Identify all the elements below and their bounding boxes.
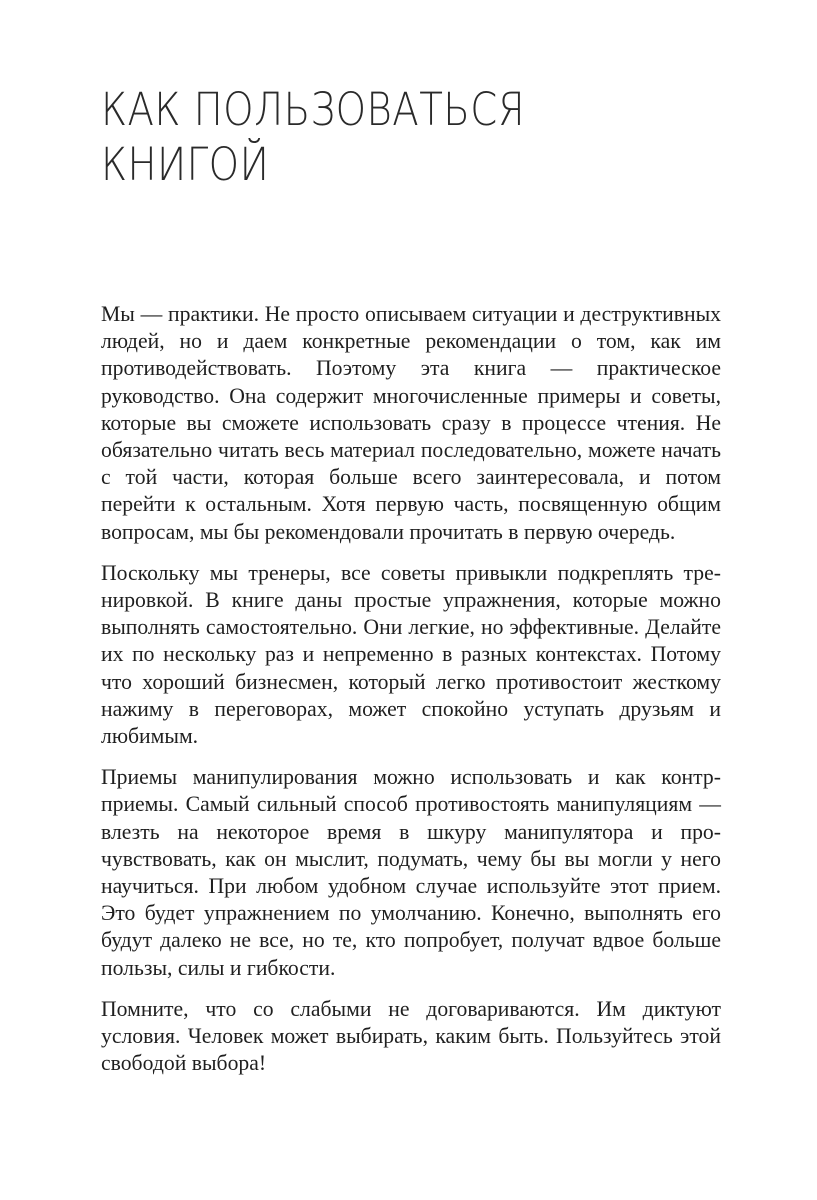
paragraph-3: Приемы манипулирования можно использовать и как контрприемы. Самый сильный способ противостоять манипуляциям — влезть на некоторое время в шкуру манипулятора и прочувствовать, как он мыслит, подумать, чему бы вы могли у него научиться. При любом удобном случае используйте этот прием. Это будет упражнением по умолчанию. Конечно, выполнять его будут далеко не все, но те, кто попробует, получат вдвое больше пользы, силы и гибкости.	[101, 765, 721, 980]
chapter-title	[101, 82, 721, 192]
chapter-title-line-1: КАК ПОЛЬЗОВАТЬСЯ	[101, 83, 526, 136]
chapter-title-line-2: КНИГОЙ	[101, 138, 270, 191]
paragraph-4: Помните, что со слабыми не договариваются. Им диктуют условия. Человек может выбирать, каким быть. Пользуйтесь этой свободой выбора!	[101, 996, 721, 1076]
paragraph-2: Поскольку мы тренеры, все советы привыкли подкреплять тренировкой. В книге даны простые упражнения, которые можно выполнять самостоятельно. Они легкие, но эффективные. Делайте их по нескольку раз и непременно в разных контекстах. Потому что хороший бизнесмен, который легко противостоит жесткому нажиму в переговорах, может спокойно уступать друзьям и любимым.	[101, 560, 721, 749]
chapter-body	[101, 301, 721, 1077]
paragraph-1: Мы — практики. Не просто описываем ситуации и деструктивных людей, но и даем конкретные рекомендации о том, как им противодействовать. Поэтому эта книга — практическое руководство. Она содержит многочисленные примеры и советы, которые вы сможете использовать сразу в процессе чтения. Не обязательно читать весь материал последовательно, можете начать с той части, которая больше всего заинтересовала, и потом перейти к остальным. Хотя первую часть, посвященную общим вопросам, мы бы рекомендовали прочитать в первую очередь.	[101, 302, 721, 544]
